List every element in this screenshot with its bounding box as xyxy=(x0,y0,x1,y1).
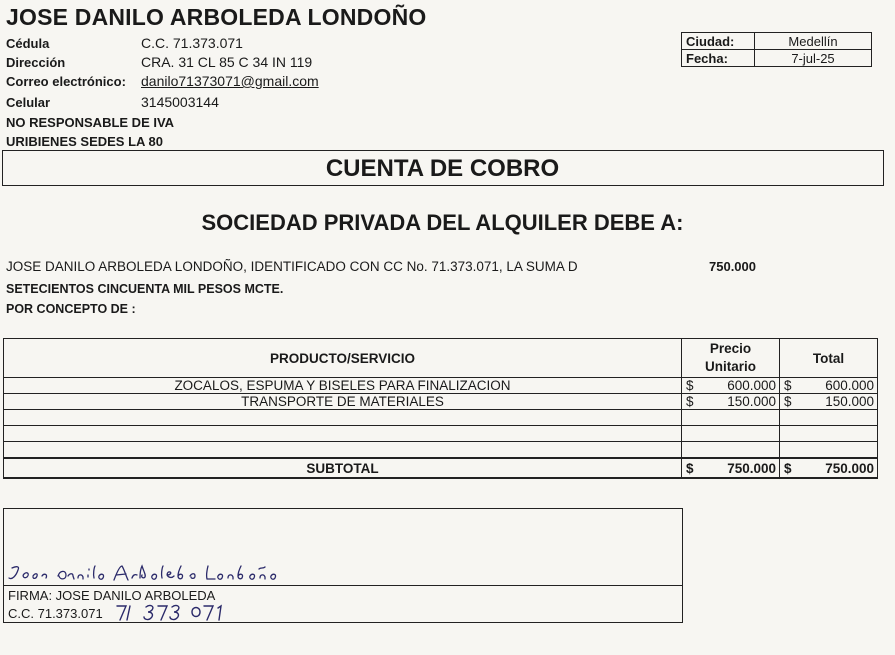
currency-symbol: $ xyxy=(682,458,702,478)
subtotal-total: 750.000 xyxy=(799,458,878,478)
amount-in-words: SETECIENTOS CINCUENTA MIL PESOS MCTE. xyxy=(6,282,284,296)
date-label: Fecha: xyxy=(682,50,755,67)
city-value: Medellín xyxy=(755,33,872,50)
col-price-header-line2: Unitario xyxy=(704,359,756,374)
email-label: Correo electrónico: xyxy=(6,74,126,89)
celular-label: Celular xyxy=(6,95,51,110)
firma-label: FIRMA: JOSE DANILO ARBOLEDA xyxy=(8,588,216,603)
email-link[interactable]: danilo71373071@gmail.com xyxy=(141,73,319,89)
issuer-name: JOSE DANILO ARBOLEDA LONDOÑO xyxy=(6,4,427,30)
branch-name: URIBIENES SEDES LA 80 xyxy=(6,134,164,149)
row-price: 600.000 xyxy=(701,378,780,394)
col-price-header-line1: Precio xyxy=(709,341,752,356)
subtotal-row xyxy=(4,458,878,478)
debtor-heading: SOCIEDAD PRIVADA DEL ALQUILER DEBE A: xyxy=(201,210,684,235)
row-price: 150.000 xyxy=(701,394,780,410)
currency-symbol: $ xyxy=(682,394,702,410)
table-row-empty xyxy=(4,426,878,442)
subtotal-label: SUBTOTAL xyxy=(4,458,682,478)
table-row xyxy=(4,394,878,410)
statement-text: JOSE DANILO ARBOLEDA LONDOÑO, IDENTIFICADO CON CC No. 71.373.071, LA SUMA D xyxy=(6,259,578,274)
currency-symbol: $ xyxy=(780,458,800,478)
row-total: 150.000 xyxy=(799,394,878,410)
city-label: Ciudad: xyxy=(682,33,755,50)
table-row-empty xyxy=(4,410,878,426)
col-product-header: PRODUCTO/SERVICIO xyxy=(4,339,682,378)
concept-label: POR CONCEPTO DE : xyxy=(6,302,136,316)
cedula-label: Cédula xyxy=(6,36,50,51)
celular-value: 3145003144 xyxy=(141,94,219,110)
subtotal-price: 750.000 xyxy=(701,458,780,478)
items-table xyxy=(3,338,878,479)
cedula-value: C.C. 71.373.071 xyxy=(141,35,243,51)
currency-symbol: $ xyxy=(682,378,702,394)
document-title: CUENTA DE COBRO xyxy=(325,155,560,182)
col-price-header xyxy=(682,339,780,378)
statement-amount: 750.000 xyxy=(709,259,756,274)
col-total-header: Total xyxy=(780,339,878,378)
currency-symbol: $ xyxy=(780,394,800,410)
handwritten-cc-icon xyxy=(112,598,242,624)
date-value: 7-jul-25 xyxy=(755,50,872,67)
table-header-row xyxy=(4,339,878,378)
table-row xyxy=(4,378,878,394)
direccion-label: Dirección xyxy=(6,55,66,70)
row-total: 600.000 xyxy=(799,378,878,394)
iva-status: NO RESPONSABLE DE IVA xyxy=(6,115,175,130)
currency-symbol: $ xyxy=(780,378,800,394)
row-desc: TRANSPORTE DE MATERIALES xyxy=(4,394,682,410)
handwritten-signature-icon xyxy=(6,560,306,586)
city-date-table xyxy=(681,32,872,67)
signature-line xyxy=(3,585,683,586)
direccion-value: CRA. 31 CL 85 C 34 IN 119 xyxy=(141,54,313,70)
firma-cc: C.C. 71.373.071 xyxy=(8,606,103,621)
row-desc: ZOCALOS, ESPUMA Y BISELES PARA FINALIZACION xyxy=(4,378,682,394)
table-row-empty xyxy=(4,442,878,459)
